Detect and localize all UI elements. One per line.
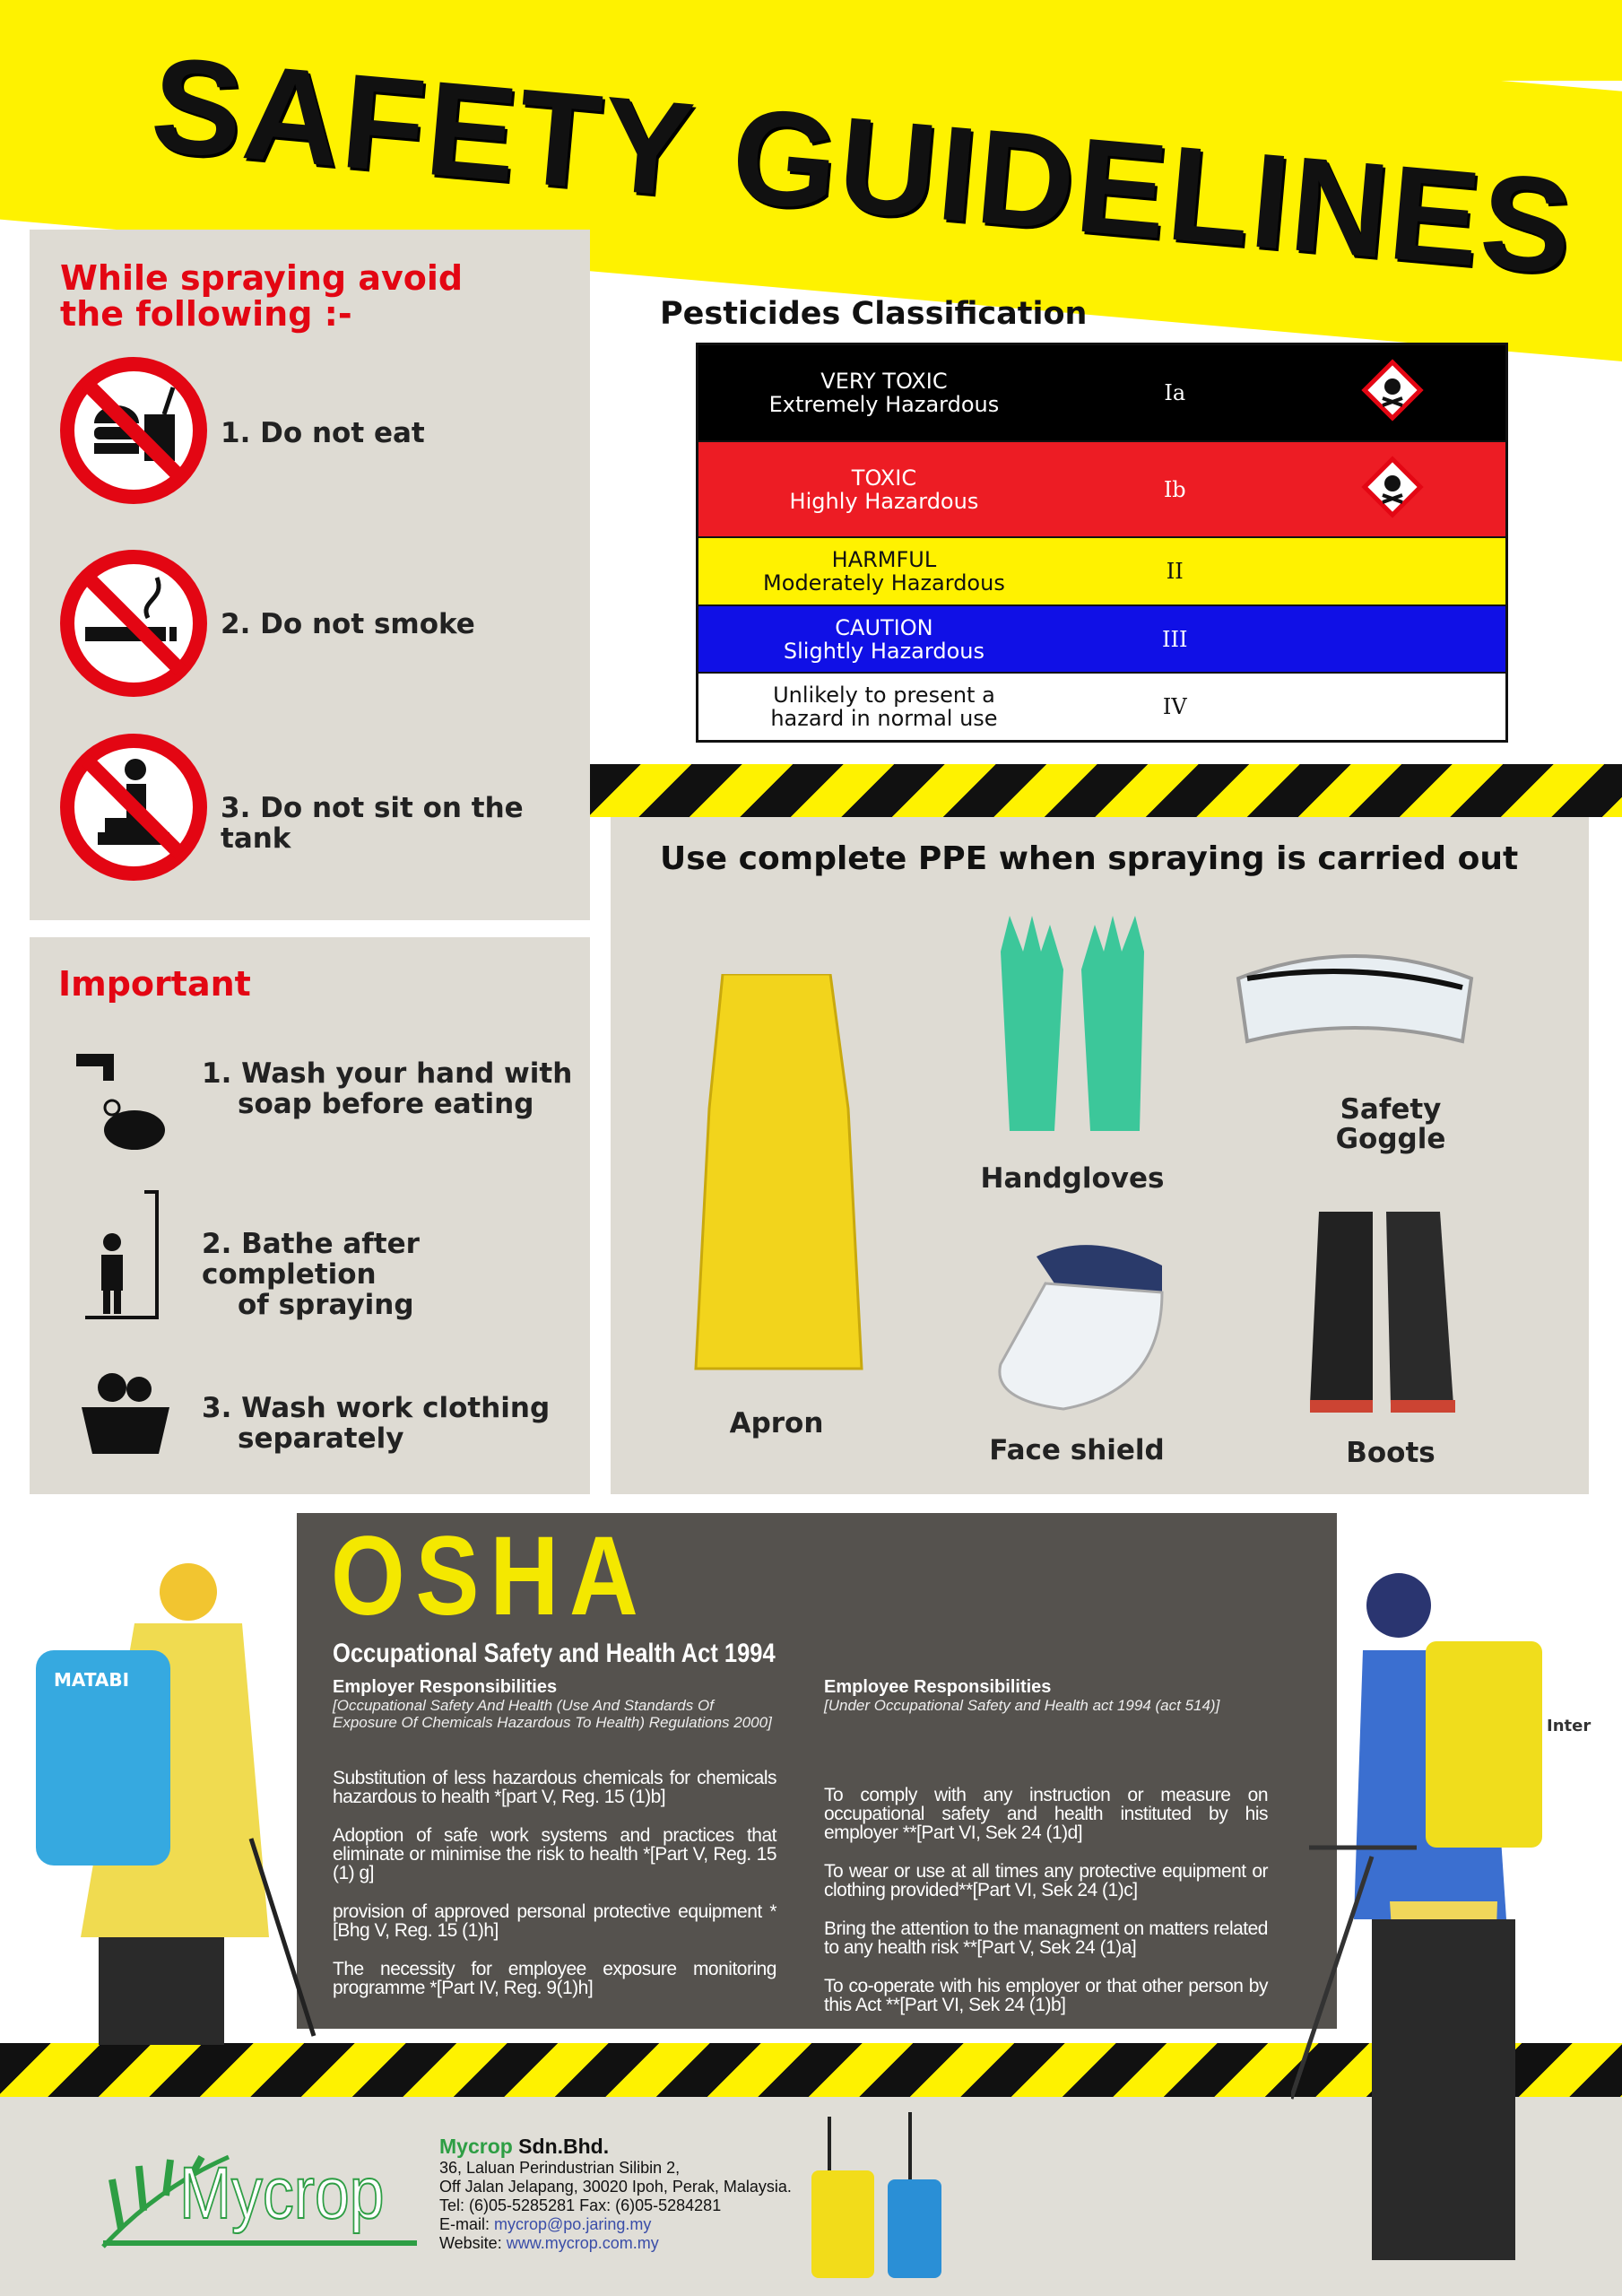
toxicity-level: CAUTION: [835, 614, 933, 640]
page-title-letter: G: [726, 78, 846, 239]
company-name-green: Mycrop: [439, 2135, 513, 2158]
important-item-line: separately: [238, 1422, 404, 1455]
toxicity-description: Moderately Hazardous: [763, 570, 1005, 596]
boots-image: [1301, 1207, 1480, 1431]
page-title-letter: S: [1475, 144, 1580, 303]
employee-heading: Employee Responsibilities: [824, 1677, 1052, 1697]
boots-label: Boots: [1346, 1437, 1436, 1469]
toxicity-level: TOXIC: [851, 465, 917, 491]
toxicity-label: [698, 673, 1070, 741]
page-title-letter: S: [145, 28, 251, 187]
hazard-symbol-cell: [1280, 673, 1507, 741]
sprayer-brand-right: Inter: [1547, 1717, 1592, 1735]
page-title-letter: U: [833, 88, 945, 248]
who-class: II: [1070, 537, 1280, 604]
important-item-line: of spraying: [238, 1289, 414, 1321]
toxicity-label: [698, 605, 1070, 673]
website-label: Website:: [439, 2234, 507, 2252]
employer-item: Adoption of safe work systems and practices that eliminate or minimise the risk to health *[Part V, Reg. 15 (1) g]: [333, 1825, 776, 1883]
who-class: III: [1070, 605, 1280, 673]
avoid-item-smoke: 2. Do not smoke: [221, 608, 475, 640]
apron-image: [687, 974, 866, 1387]
toxicity-description: hazard in normal use: [770, 706, 998, 732]
website-link[interactable]: www.mycrop.com.my: [506, 2234, 659, 2252]
important-item-line: 3. Wash work clothing: [202, 1392, 551, 1424]
no-sitting-on-tank-icon: [58, 732, 209, 883]
logo-underline: [103, 2240, 417, 2246]
employee-ref: [Under Occupational Safety and Health act 1994 (act 514)]: [824, 1697, 1220, 1714]
safety-goggle-image: [1229, 943, 1480, 1059]
email-link[interactable]: mycrop@po.jaring.my: [494, 2215, 652, 2233]
toxicity-level: Unlikely to present a: [773, 683, 995, 709]
worker-left-image: [27, 1552, 323, 2054]
employer-responsibilities: [333, 1678, 776, 1997]
hazard-stripe: [590, 764, 1622, 817]
sprayer-brand-left: MATABI: [54, 1669, 130, 1691]
avoid-item-eat: 1. Do not eat: [221, 417, 425, 449]
important-item: [202, 1229, 590, 1320]
safety-goggle-label: [1301, 1095, 1480, 1154]
employer-heading: Employer Responsibilities: [333, 1677, 558, 1697]
important-item-line: soap before eating: [238, 1088, 534, 1120]
toxicity-description: Highly Hazardous: [789, 488, 979, 514]
employee-item: To co-operate with his employer or that other person by this Act **[Part VI, Sek 24 (1)b]: [824, 1976, 1268, 2015]
employee-item: Bring the attention to the managment on matters related to any health risk **[Part V, Sek 24 (1)a]: [824, 1918, 1268, 1958]
employer-item: Substitution of less hazardous chemicals for chemicals hazardous to health *[part V, Reg. 15 (1)b]: [333, 1768, 776, 1807]
hand-washing-icon: [76, 1045, 175, 1152]
employee-item: To wear or use at all times any protective equipment or clothing provided**[Part VI, Sek 24 (1)c]: [824, 1861, 1268, 1900]
ppe-panel: [611, 817, 1589, 1494]
company-info: [439, 2135, 792, 2253]
company-name-rest: Sdn.Bhd.: [512, 2135, 610, 2158]
avoid-panel: [30, 230, 590, 920]
important-item: [202, 1393, 550, 1454]
phone-fax: Tel: (6)05-5285281 Fax: (6)05-5284281: [439, 2196, 722, 2214]
page-title-letter: E: [420, 52, 525, 211]
page-title-letter: F: [336, 44, 434, 203]
employee-responsibilities: [824, 1678, 1268, 2014]
no-eating-icon: [58, 355, 209, 506]
who-class: Ib: [1070, 441, 1280, 538]
address-line: Off Jalan Jelapang, 30020 Ipoh, Perak, Malaysia.: [439, 2178, 792, 2196]
face-shield-label: Face shield: [989, 1434, 1165, 1466]
no-smoking-icon: [58, 548, 209, 699]
pesticides-title: Pesticides Classification: [660, 296, 1088, 332]
ppe-title: Use complete PPE when spraying is carried out: [660, 840, 1519, 877]
safety-goggle-label-line: Safety: [1340, 1093, 1442, 1126]
safety-goggle-label-line: Goggle: [1335, 1123, 1446, 1155]
sprayer-products-image: [802, 2108, 964, 2287]
handgloves-label: Handgloves: [980, 1162, 1165, 1195]
osha-subtitle: Occupational Safety and Health Act 1994: [333, 1639, 776, 1668]
employer-item: provision of approved personal protective equipment *[Bhg V, Reg. 15 (1)h]: [333, 1901, 776, 1941]
important-item-line: 2. Bathe after completion: [202, 1228, 420, 1291]
hazard-symbol-cell: [1280, 605, 1507, 673]
laundry-basin-icon: [76, 1368, 175, 1457]
skull-crossbones-icon: [1361, 359, 1424, 422]
employee-item: To comply with any instruction or measure on occupational safety and health instituted by his employer **[Part VI, Sek 24 (1)d]: [824, 1785, 1268, 1843]
important-item: [202, 1058, 572, 1119]
pesticide-class-row: [698, 344, 1507, 441]
skull-crossbones-icon: [1361, 456, 1424, 518]
avoid-heading: [60, 260, 463, 332]
face-shield-image: [983, 1239, 1189, 1418]
hazard-symbol-cell: [1280, 344, 1507, 441]
page-title-letter: L: [1161, 117, 1259, 275]
page-title-letter: N: [1284, 127, 1397, 287]
avoid-heading-line: While spraying avoid: [60, 258, 464, 298]
hazard-symbol-cell: [1280, 537, 1507, 604]
osha-title: OSHA: [331, 1514, 649, 1639]
toxicity-level: VERY TOXIC: [820, 368, 948, 394]
avoid-item-sit: 3. Do not sit on the tank: [221, 792, 524, 855]
page-title-letter: T: [511, 60, 609, 218]
mycrop-logo: [94, 2152, 417, 2251]
toxicity-description: Slightly Hazardous: [783, 638, 984, 664]
important-item-line: 1. Wash your hand with: [202, 1057, 573, 1090]
shower-icon: [82, 1188, 162, 1323]
employer-ref: [Occupational Safety And Health (Use And Standards Of Exposure Of Chemicals Hazardous To Health) Regulations 2000]: [333, 1697, 772, 1731]
who-class: Ia: [1070, 344, 1280, 441]
pesticides-table: [696, 343, 1508, 743]
osha-box: [297, 1513, 1337, 2029]
avoid-heading-line: the following :-: [60, 294, 352, 334]
pesticide-class-row: [698, 441, 1507, 538]
email-label: E-mail:: [439, 2215, 495, 2233]
important-heading: Important: [58, 964, 251, 1004]
toxicity-description: Extremely Hazardous: [768, 391, 1000, 417]
toxicity-label: [698, 344, 1070, 441]
who-class: IV: [1070, 673, 1280, 741]
pesticide-class-row: [698, 537, 1507, 604]
logo-text: Mycrop: [179, 2152, 385, 2234]
page-title-letter: D: [971, 100, 1083, 259]
pesticide-class-row: [698, 605, 1507, 673]
pesticide-class-row: [698, 673, 1507, 741]
page-title-letter: I: [932, 97, 984, 251]
page-title-letter: Y: [595, 67, 700, 226]
toxicity-label: [698, 441, 1070, 538]
toxicity-level: HARMFUL: [831, 547, 937, 573]
important-panel: [30, 937, 590, 1494]
toxicity-label: [698, 537, 1070, 604]
page-title-letter: E: [1070, 109, 1175, 267]
apron-label: Apron: [729, 1407, 824, 1439]
hazard-symbol-cell: [1280, 441, 1507, 538]
handgloves-image: [983, 916, 1162, 1140]
address-line: 36, Laluan Perindustrian Silibin 2,: [439, 2159, 681, 2177]
page-title-letter: I: [1245, 124, 1298, 278]
page-title-letter: E: [1383, 136, 1488, 295]
page-title-letter: A: [237, 36, 350, 196]
employer-item: The necessity for employee exposure monitoring programme *[Part IV, Reg. 9(1)h]: [333, 1959, 776, 1998]
worker-right-image: [1291, 1561, 1605, 2287]
